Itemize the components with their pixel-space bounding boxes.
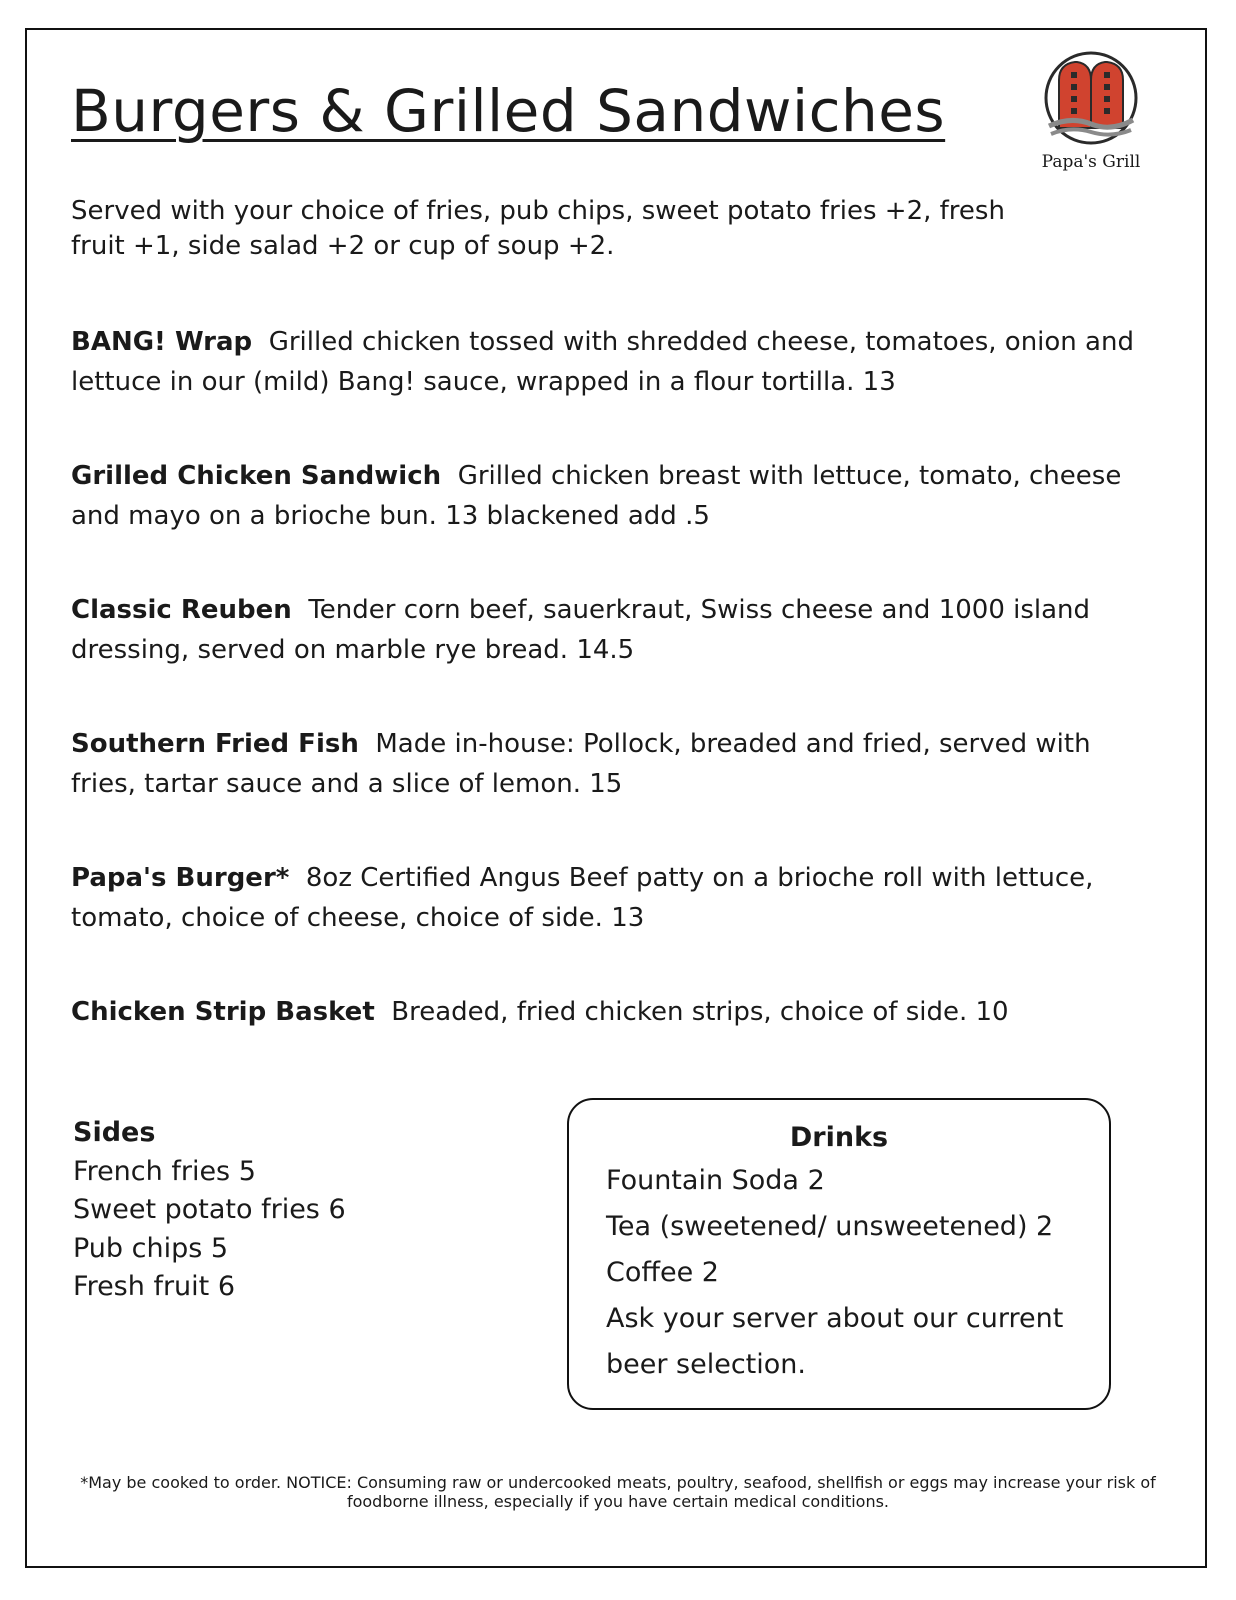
drinks-box — [567, 1098, 1111, 1410]
menu-item-name: Papa's Burger* — [71, 863, 290, 893]
menu-item — [71, 590, 1141, 670]
food-safety-notice: *May be cooked to order. NOTICE: Consuming raw or undercooked meats, poultry, seafood, shellfish or eggs may increase your risk of foodborne illness, especially if you have certain medical conditions. — [80, 1473, 1156, 1511]
menu-item-description: Grilled chicken breast with lettuce, tomato, cheese and mayo on a brioche bun. 13 blackened add .5 — [71, 461, 1122, 531]
menu-item-name: Grilled Chicken Sandwich — [71, 461, 442, 491]
logo-text: Papa's Grill — [1041, 152, 1141, 172]
drink-item: Tea (sweetened/ unsweetened) 2 — [606, 1211, 1054, 1242]
page-title: Burgers & Grilled Sandwiches — [71, 77, 946, 145]
side-item: Pub chips 5 — [73, 1232, 229, 1264]
drink-item: Fountain Soda 2 — [606, 1165, 825, 1196]
sides-section — [73, 1114, 493, 1307]
menu-item — [71, 992, 1141, 1032]
menu-item — [71, 456, 1141, 536]
sides-heading: Sides — [73, 1117, 156, 1148]
menu-item-description: Breaded, fried chicken strips, choice of side. 10 — [391, 997, 1009, 1027]
drinks-heading: Drinks — [789, 1122, 889, 1153]
grain-silos-logo-icon — [1041, 50, 1141, 146]
menu-item-name: Chicken Strip Basket — [71, 997, 375, 1027]
drink-item: Coffee 2 — [606, 1257, 719, 1288]
side-item: Sweet potato fries 6 — [73, 1194, 346, 1225]
menu-item-description: Tender corn beef, sauerkraut, Swiss cheese and 1000 island dressing, served on marble rye bread. 14.5 — [71, 595, 1091, 665]
menu-item-name: BANG! Wrap — [71, 327, 253, 357]
intro-text: Served with your choice of fries, pub chips, sweet potato fries +2, fresh fruit +1, side salad +2 or cup of soup +2. — [71, 196, 1005, 261]
drink-item: Ask your server about our current — [606, 1303, 1064, 1334]
menu-items — [71, 322, 1141, 1086]
menu-item — [71, 724, 1141, 804]
restaurant-logo — [1030, 50, 1152, 172]
menu-item — [71, 322, 1141, 402]
menu-item-name: Classic Reuben — [71, 595, 292, 625]
menu-item-description: Made in-house: Pollock, breaded and fried, served with fries, tartar sauce and a slice of lemon. 15 — [71, 729, 1091, 799]
side-item: French fries 5 — [73, 1155, 256, 1187]
menu-item-description: 8oz Certified Angus Beef patty on a brioche roll with lettuce, tomato, choice of cheese, choice of side. 13 — [71, 863, 1094, 933]
menu-item-name: Southern Fried Fish — [71, 729, 359, 759]
drink-item: beer selection. — [606, 1349, 806, 1380]
menu-item-description: Grilled chicken tossed with shredded cheese, tomatoes, onion and lettuce in our (mild) Bang! sauce, wrapped in a flour tortilla. 13 — [71, 327, 1134, 397]
side-item: Fresh fruit 6 — [73, 1271, 236, 1302]
menu-item — [71, 858, 1141, 938]
